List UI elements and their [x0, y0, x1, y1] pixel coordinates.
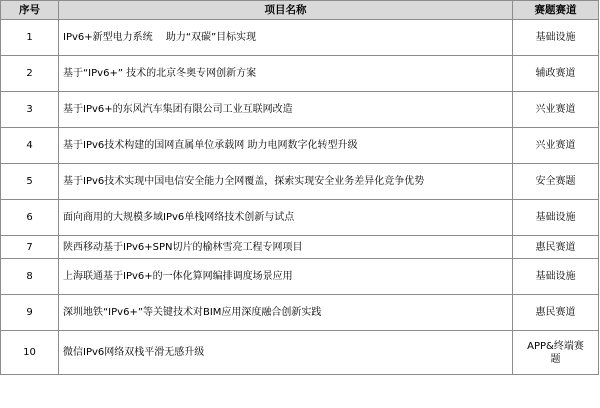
table-row — [1, 259, 599, 295]
table-row — [1, 92, 599, 128]
row-number: 2 — [1, 56, 59, 92]
table-row — [1, 236, 599, 259]
row-number: 9 — [1, 295, 59, 331]
row-project-name: 基于“IPv6+” 技术的北京冬奥专网创新方案 — [59, 56, 513, 92]
row-number: 8 — [1, 259, 59, 295]
row-project-name: IPv6+新型电力系统 助力“双碳”目标实现 — [59, 20, 513, 56]
row-number: 5 — [1, 164, 59, 200]
row-project-name: 面向商用的大规模多域IPv6单栈网络技术创新与试点 — [59, 200, 513, 236]
row-track: 辅政赛道 — [513, 56, 599, 92]
row-project-name: 基于IPv6+的东风汽车集团有限公司工业互联网改造 — [59, 92, 513, 128]
row-track: 基础设施 — [513, 200, 599, 236]
row-project-name: 基于IPv6技术实现中国电信安全能力全网覆盖，探索实现安全业务差异化竞争优势 — [59, 164, 513, 200]
row-number: 10 — [1, 331, 59, 375]
row-project-name: 基于IPv6技术构建的国网直属单位承载网 助力电网数字化转型升级 — [59, 128, 513, 164]
table-row — [1, 164, 599, 200]
table-row — [1, 56, 599, 92]
table-row — [1, 331, 599, 375]
row-number: 1 — [1, 20, 59, 56]
row-track-line-1: APP&终端赛 — [527, 340, 584, 352]
header-project-name: 项目名称 — [59, 1, 513, 20]
row-track: 安全赛题 — [513, 164, 599, 200]
row-track: 惠民赛道 — [513, 236, 599, 259]
table-header-row — [1, 1, 599, 20]
row-track: 兴业赛道 — [513, 128, 599, 164]
table-row — [1, 200, 599, 236]
table-row — [1, 295, 599, 331]
row-project-name: 微信IPv6网络双栈平滑无感升级 — [59, 331, 513, 375]
row-number: 6 — [1, 200, 59, 236]
row-track: 兴业赛道 — [513, 92, 599, 128]
row-track — [513, 331, 599, 375]
row-project-name: 深圳地铁“IPv6+”等关键技术对BIM应用深度融合创新实践 — [59, 295, 513, 331]
row-track: 基础设施 — [513, 20, 599, 56]
row-number: 7 — [1, 236, 59, 259]
header-number: 序号 — [1, 1, 59, 20]
header-track: 赛题赛道 — [513, 1, 599, 20]
row-number: 4 — [1, 128, 59, 164]
table-row — [1, 20, 599, 56]
row-track: 惠民赛道 — [513, 295, 599, 331]
row-track-line-2: 题 — [550, 353, 561, 365]
row-project-name: 陕西移动基于IPv6+SPN切片的榆林雪亮工程专网项目 — [59, 236, 513, 259]
table-row — [1, 128, 599, 164]
row-track: 基础设施 — [513, 259, 599, 295]
row-project-name: 上海联通基于IPv6+的一体化算网编排调度场景应用 — [59, 259, 513, 295]
row-number: 3 — [1, 92, 59, 128]
